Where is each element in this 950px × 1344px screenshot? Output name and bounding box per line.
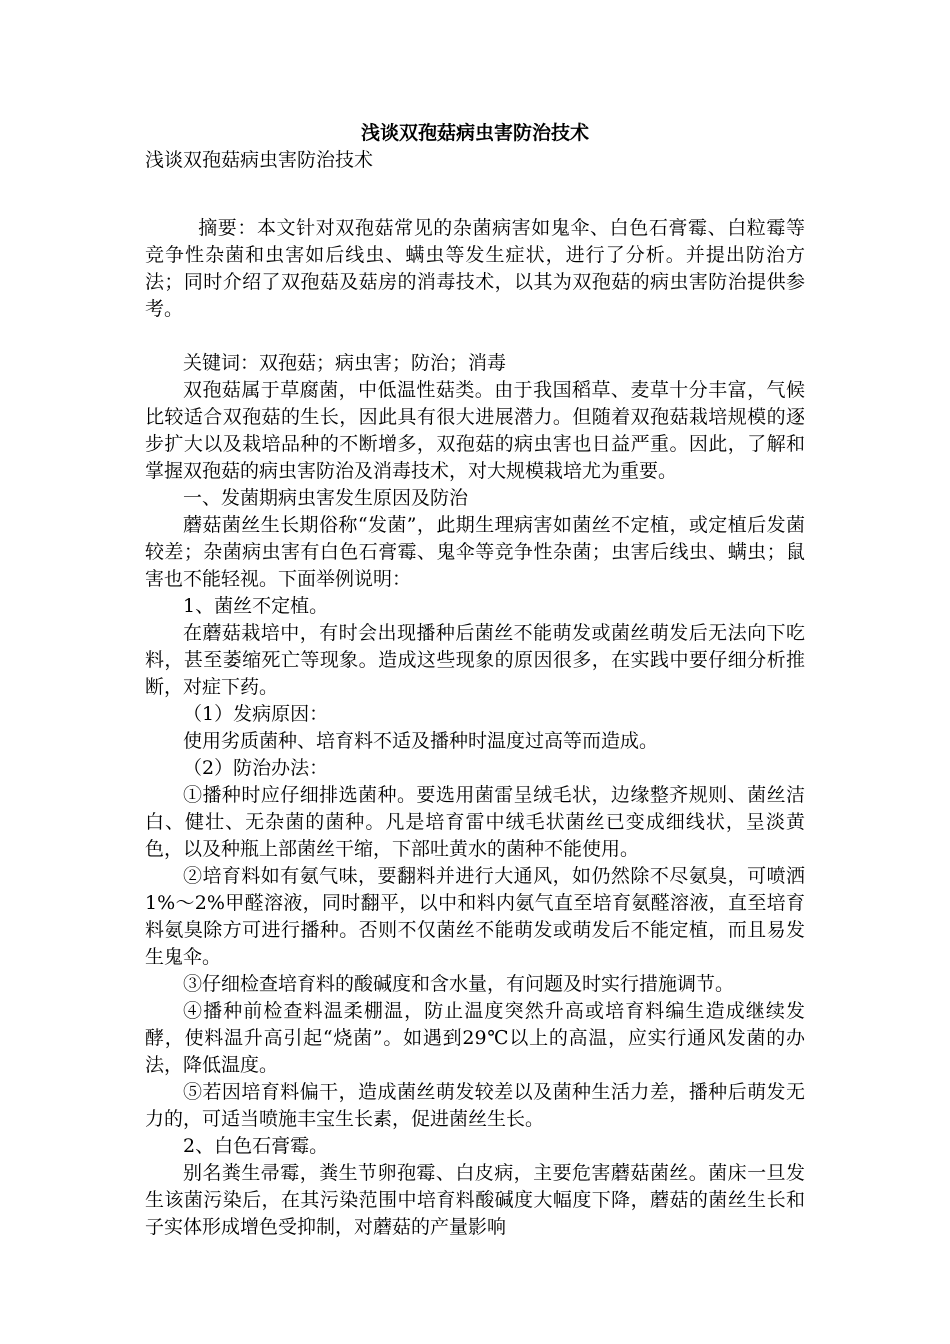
list-item: ①播种时应仔细排选菌种。要选用菌雷呈绒毛状，边缘整齐规则、菌丝洁白、健壮、无杂菌的菌种。凡是培育雷中绒毛状菌丝已变成细线状，呈淡黄色，以及种瓶上部菌丝干缩，下部吐黄水的菌种不能使用。: [145, 784, 805, 860]
subsection-heading: 2、白色石膏霉。: [183, 1135, 329, 1157]
document-subtitle: 浅谈双孢菇病虫害防治技术: [145, 149, 374, 171]
spacer: [145, 174, 805, 201]
spacer: [145, 323, 805, 350]
sub-item-heading: （1）发病原因：: [183, 703, 329, 725]
body-paragraph: 别名粪生帚霉，粪生节卵孢霉、白皮病，主要危害蘑菇菌丝。菌床一旦发生该菌污染后，在其污染范围中培育料酸碱度大幅度下降，蘑菇的菌丝生长和子实体形成增色受抑制，对蘑菇的产量影响: [145, 1162, 805, 1238]
body-paragraph: 双孢菇属于草腐菌，中低温性菇类。由于我国稻草、麦草十分丰富，气候比较适合双孢菇的生长，因此具有很大进展潜力。但随着双孢菇栽培规模的逐步扩大以及栽培品种的不断增多，双孢菇的病虫害也日益严重。因此，了解和掌握双孢菇的病虫害防治及消毒技术，对大规模栽培尤为重要。: [145, 379, 805, 482]
body-paragraph: 蘑菇菌丝生长期俗称“发菌”，此期生理病害如菌丝不定植，或定植后发菌较差；杂菌病虫害有白色石膏霉、鬼伞等竞争性杂菌；虫害后线虫、螨虫；鼠害也不能轻视。下面举例说明：: [145, 514, 805, 590]
document-title: 浅谈双孢菇病虫害防治技术: [360, 122, 589, 144]
document-page: [145, 120, 805, 1241]
sub-item-heading: （2）防治办法：: [183, 757, 329, 779]
subsection-heading: 1、菌丝不定植。: [183, 595, 329, 617]
list-item: ⑤若因培育料偏干，造成菌丝萌发较差以及菌种生活力差，播种后萌发无力的，可适当喷施丰宝生长素，促进菌丝生长。: [145, 1081, 805, 1130]
list-item: ②培育料如有氨气味，要翻料并进行大通风，如仍然除不尽氨臭，可喷洒1%～2%甲醛溶液，同时翻平，以中和料内氨气直至培育氨醛溶液，直至培育料氨臭除方可进行播种。否则不仅菌丝不能萌发或萌发后不能定植，而且易发生鬼伞。: [145, 865, 805, 968]
list-item: ③仔细检查培育料的酸碱度和含水量，有问题及时实行措施调节。: [183, 973, 735, 995]
section-heading: 一、发菌期病虫害发生原因及防治: [183, 487, 469, 509]
body-paragraph: 使用劣质菌种、培育料不适及播种时温度过高等而造成。: [183, 730, 659, 752]
keywords-line: 关键词：双孢菇；病虫害；防治；消毒: [183, 352, 507, 374]
spacer: [145, 201, 805, 215]
body-paragraph: 在蘑菇栽培中，有时会出现播种后菌丝不能萌发或菌丝萌发后无法向下吃料，甚至萎缩死亡等现象。造成这些现象的原因很多，在实践中要仔细分析推断，对症下药。: [145, 622, 805, 698]
list-item: ④播种前检查料温柔棚温，防止温度突然升高或培育料编生造成继续发酵，使料温升高引起“烧菌”。如遇到29℃以上的高温，应实行通风发菌的办法，降低温度。: [145, 1000, 805, 1076]
abstract-paragraph: 摘要：本文针对双孢菇常见的杂菌病害如鬼伞、白色石膏霉、白粒霉等竞争性杂菌和虫害如后线虫、螨虫等发生症状，进行了分析。并提出防治方法；同时介绍了双孢菇及菇房的消毒技术，以其为双孢菇的病虫害防治提供参考。: [145, 217, 805, 320]
